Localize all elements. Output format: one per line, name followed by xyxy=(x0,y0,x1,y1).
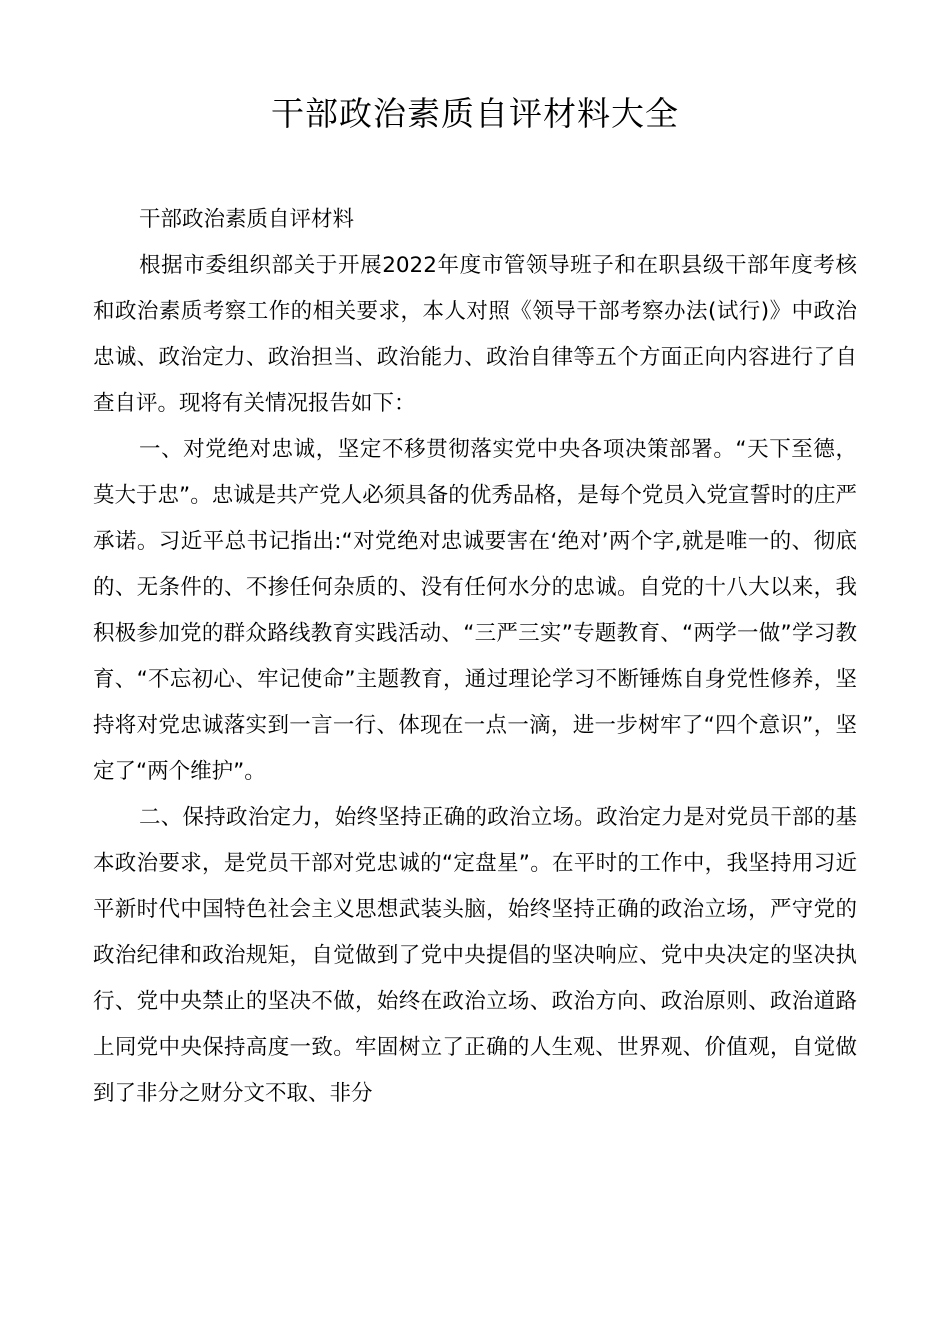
document-body xyxy=(93,197,857,1117)
document-title: 干部政治素质自评材料大全 xyxy=(271,94,679,133)
paragraph-intro: 根据市委组织部关于开展2022年度市管领导班子和在职县级干部年度考核和政治素质考察工作的相关要求，本人对照《领导干部考察办法(试行)》中政治忠诚、政治定力、政治担当、政治能力、政治自律等五个方面正向内容进行了自查自评。现将有关情况报告如下： xyxy=(93,253,857,416)
paragraph-section-one: 一、对党绝对忠诚，坚定不移贯彻落实党中央各项决策部署。“天下至德，莫大于忠”。忠诚是共产党人必须具备的优秀品格，是每个党员入党宣誓时的庄严承诺。习近平总书记指出:“对党绝对忠诚要害在‘绝对’两个字,就是唯一的、彻底的、无条件的、不掺任何杂质的、没有任何水分的忠诚。自党的十八大以来，我积极参加党的群众路线教育实践活动、“三严三实”专题教育、“两学一做”学习教育、“不忘初心、牢记使命”主题教育，通过理论学习不断锤炼自身党性修养，坚持将对党忠诚落实到一言一行、体现在一点一滴，进一步树牢了“四个意识”，坚定了“两个维护”。 xyxy=(93,437,857,784)
section-heading: 干部政治素质自评材料 xyxy=(139,207,355,232)
paragraph-section-two: 二、保持政治定力，始终坚持正确的政治立场。政治定力是对党员干部的基本政治要求，是党员干部对党忠诚的“定盘星”。在平时的工作中，我坚持用习近平新时代中国特色社会主义思想武装头脑，始终坚持正确的政治立场，严守党的政治纪律和政治规矩，自觉做到了党中央提倡的坚决响应、党中央决定的坚决执行、党中央禁止的坚决不做，始终在政治立场、政治方向、政治原则、政治道路上同党中央保持高度一致。牢固树立了正确的人生观、世界观、价值观，自觉做到了非分之财分文不取、非分 xyxy=(93,805,857,1106)
